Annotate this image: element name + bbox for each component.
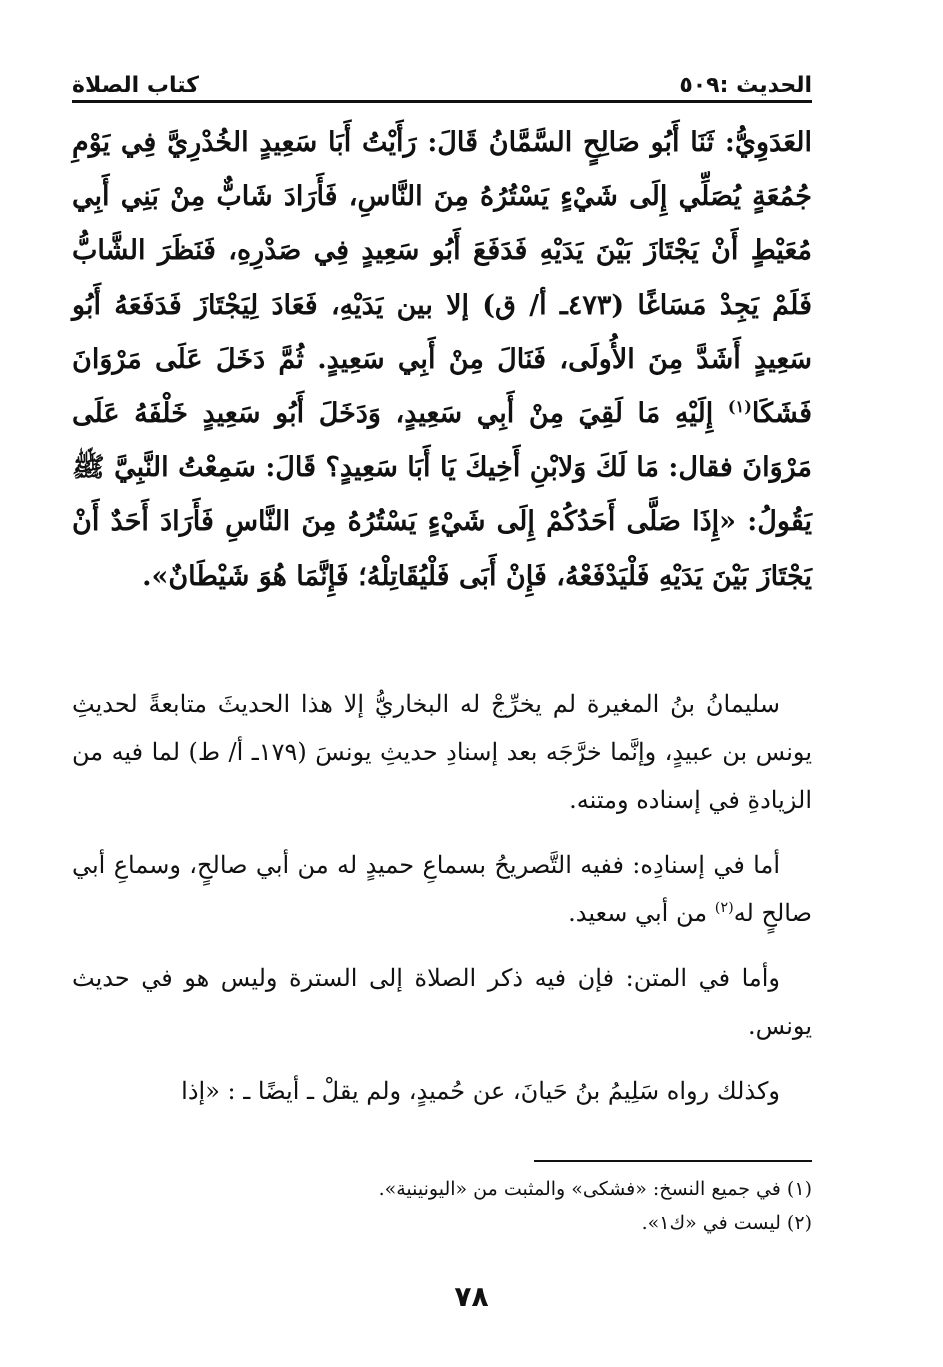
- header-divider: [72, 100, 812, 103]
- footnote-marker-2[interactable]: (٢): [714, 900, 734, 916]
- footnote-divider: [534, 1160, 812, 1162]
- book-title: كتاب الصلاة: [72, 73, 199, 98]
- hadith-text-part-2: إِلَيْهِ مَا لَقِيَ مِنْ أَبِي سَعِيدٍ، وَدَخَلَ أَبُو سَعِيدٍ خَلْفَهُ عَلَى مَرْوَانَ فقال: مَا لَكَ وَلابْنِ أَخِيكَ يَا أَبَا سَعِيدٍ؟ قَالَ: سَمِعْتُ النَّبِيَّ ﷺ يَقُولُ: «إِذَا صَلَّى أَحَدُكُمْ إِلَى شَيْءٍ يَسْتُرُهُ مِنَ النَّاسِ فَأَرَادَ أَحَدٌ أَنْ يَجْتَازَ بَيْنَ يَدَيْهِ فَلْيَدْفَعْهُ، فَإِنْ أَبَى فَلْيُقَاتِلْهُ؛ فَإِنَّمَا هُوَ شَيْطَانٌ».: [72, 398, 812, 592]
- hadith-text: [72, 116, 812, 604]
- page-header: [72, 60, 812, 98]
- hadith-number: الحديث :٥٠٩: [679, 73, 812, 98]
- footnote-1: (١) في جميع النسخ: «فشكى» والمثبت من «اليونينية».: [378, 1178, 812, 1200]
- commentary-paragraph-3: وأما في المتن: فإن فيه ذكر الصلاة إلى السترة وليس هو في حديث يونس.: [72, 964, 812, 1040]
- footnote-marker-1[interactable]: (١): [727, 397, 752, 417]
- footnotes: [72, 1172, 812, 1240]
- footnote-2: (٢) ليست في «ك١».: [641, 1212, 812, 1234]
- commentary: [72, 680, 812, 1132]
- commentary-paragraph-4: وكذلك رواه سَلِيمُ بنُ حَيانَ، عن حُميدٍ، ولم يقلْ ـ أيضًا ـ : «إذا: [181, 1077, 780, 1105]
- commentary-paragraph-2: أما في إسنادِه: ففيه التَّصريحُ بسماعِ حميدٍ له من أبي صالحٍ، وسماعِ أبي صالحٍ له$^{(٢)}$ من أبي سعيد.: [72, 851, 812, 927]
- page-number: ٧٨: [454, 1280, 489, 1313]
- commentary-paragraph-1: سليمانُ بنُ المغيرة لم يخرِّجْ له البخاريُّ إلا هذا الحديثَ متابعةً لحديثِ يونس بن عبيدٍ، وإنَّما خرَّجَه بعد إسنادِ حديثِ يونسَ (١٧٩ـ أ/ ط) لما فيه من الزيادةِ في إسناده ومتنه.: [72, 690, 812, 814]
- hadith-text-part-1: العَدَوِيُّ: ثَنَا أَبُو صَالِحٍ السَّمَّانُ قَالَ: رَأَيْتُ أَبَا سَعِيدٍ الخُدْرِيَّ فِي يَوْمِ جُمُعَةٍ يُصَلِّي إِلَى شَيْءٍ يَسْتُرُهُ مِنَ النَّاسِ، فَأَرَادَ شَابٌّ مِنْ بَنِي أَبِي مُعَيْطٍ أَنْ يَجْتَازَ بَيْنَ يَدَيْهِ فَدَفَعَ أَبُو سَعِيدٍ فِي صَدْرِهِ، فَنَظَرَ الشَّابُّ فَلَمْ يَجِدْ مَسَاغًا (٤٧٣ـ أ/ ق) إلا بين يَدَيْهِ، فَعَادَ لِيَجْتَازَ فَدَفَعَهُ أَبُو سَعِيدٍ أَشَدَّ مِنَ الأُولَى، فَنَالَ مِنْ أَبِي سَعِيدٍ. ثُمَّ دَخَلَ عَلَى مَرْوَانَ فَشَكَا: [72, 127, 812, 430]
